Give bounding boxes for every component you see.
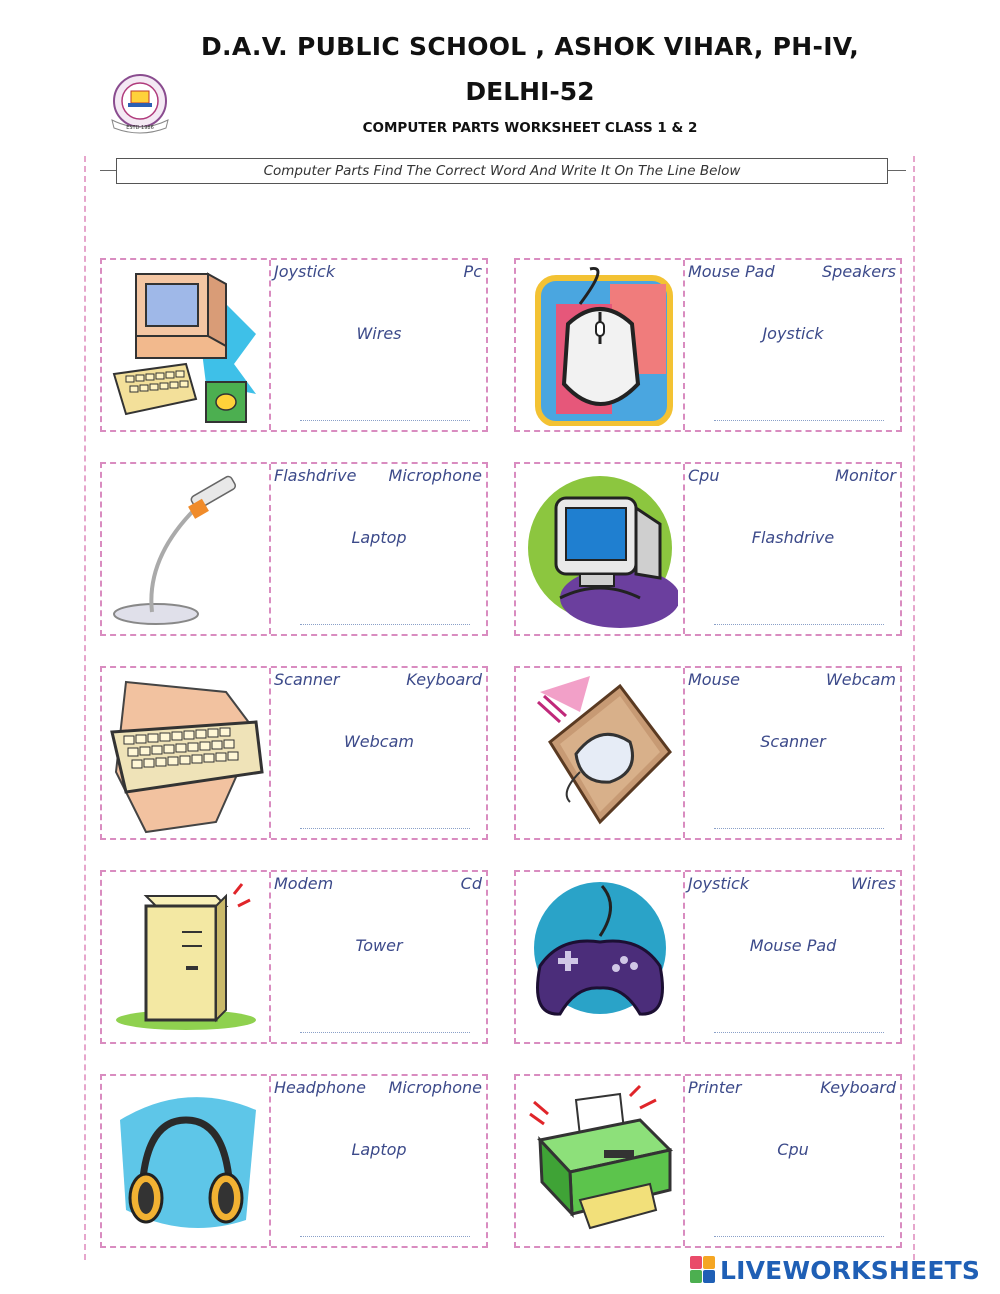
answer-line[interactable] [714, 1236, 884, 1237]
card-tower [100, 870, 488, 1044]
word-option-center: Flashdrive [751, 528, 835, 547]
sheet-left-border [84, 156, 86, 1260]
sheet-right-border [913, 156, 915, 1260]
word-option-center: Laptop [351, 1140, 407, 1159]
word-option-left: Mouse Pad [688, 262, 775, 281]
card-joystick [514, 870, 902, 1044]
word-option-right: Keyboard [820, 1078, 896, 1097]
word-option-right: Microphone [388, 1078, 482, 1097]
liveworksheets-logo-icon [690, 1256, 716, 1284]
card-divider [683, 1076, 685, 1246]
school-crest-icon [104, 72, 176, 136]
word-option-left: Printer [688, 1078, 742, 1097]
answer-line[interactable] [714, 1032, 884, 1033]
brand-text: LIVEWORKSHEETS [720, 1255, 981, 1285]
card-pc [100, 258, 488, 432]
instruction-rule-right [888, 170, 906, 171]
school-name-line2: DELHI-52 [465, 77, 595, 106]
word-option-right: Monitor [835, 466, 896, 485]
microphone-icon [106, 468, 264, 630]
word-option-right: Keyboard [406, 670, 482, 689]
card-divider [269, 464, 271, 634]
card-divider [683, 872, 685, 1042]
headphone-icon [106, 1080, 264, 1242]
card-divider [683, 464, 685, 634]
word-option-right: Speakers [822, 262, 896, 281]
liveworksheets-brand [690, 1252, 980, 1288]
computer-pc-icon [106, 264, 264, 426]
mouse-icon [520, 264, 678, 426]
answer-line[interactable] [300, 1236, 470, 1237]
word-option-left: Mouse [688, 670, 740, 689]
answer-line[interactable] [714, 624, 884, 625]
card-mouse [514, 258, 902, 432]
word-option-center: Mouse Pad [749, 936, 837, 955]
card-divider [269, 260, 271, 430]
word-option-right: Cd [460, 874, 482, 893]
word-option-left: Cpu [688, 466, 720, 485]
word-option-right: Pc [463, 262, 482, 281]
card-divider [683, 668, 685, 838]
word-option-left: Joystick [274, 262, 336, 281]
instruction-banner: Computer Parts Find The Correct Word And Write It On The Line Below [116, 158, 888, 184]
card-microphone [100, 462, 488, 636]
card-monitor [514, 462, 902, 636]
word-option-right: Webcam [825, 670, 896, 689]
word-option-left: Modem [274, 874, 334, 893]
school-name-line1: D.A.V. PUBLIC SCHOOL , ASHOK VIHAR, PH-IV, [200, 32, 860, 61]
card-headphone [100, 1074, 488, 1248]
word-option-right: Microphone [388, 466, 482, 485]
word-option-left: Joystick [688, 874, 750, 893]
card-divider [269, 668, 271, 838]
word-option-center: Webcam [343, 732, 414, 751]
card-keyboard [100, 666, 488, 840]
word-option-center: Wires [356, 324, 402, 343]
word-option-left: Flashdrive [274, 466, 357, 485]
card-divider [683, 260, 685, 430]
card-mouse-pad [514, 666, 902, 840]
mouse-on-pad-icon [520, 672, 678, 834]
answer-line[interactable] [714, 828, 884, 829]
card-printer [514, 1074, 902, 1248]
answer-line[interactable] [300, 420, 470, 421]
instruction-rule-left [100, 170, 116, 171]
worksheet-subtitle: COMPUTER PARTS WORKSHEET CLASS 1 & 2 [362, 120, 698, 136]
answer-line[interactable] [300, 828, 470, 829]
card-divider [269, 1076, 271, 1246]
word-option-right: Wires [850, 874, 896, 893]
cpu-tower-icon [106, 876, 264, 1038]
word-option-left: Headphone [274, 1078, 366, 1097]
word-option-center: Joystick [762, 324, 824, 343]
monitor-icon [520, 468, 678, 630]
word-option-center: Laptop [351, 528, 407, 547]
word-option-left: Scanner [274, 670, 340, 689]
answer-line[interactable] [300, 1032, 470, 1033]
svg-text:ESTD 1986: ESTD 1986 [126, 125, 154, 131]
word-option-center: Cpu [777, 1140, 809, 1159]
answer-line[interactable] [300, 624, 470, 625]
keyboard-icon [106, 672, 264, 834]
gamepad-joystick-icon [520, 876, 678, 1038]
card-divider [269, 872, 271, 1042]
word-option-center: Tower [355, 936, 403, 955]
printer-icon [520, 1080, 678, 1242]
word-option-center: Scanner [760, 732, 826, 751]
answer-line[interactable] [714, 420, 884, 421]
